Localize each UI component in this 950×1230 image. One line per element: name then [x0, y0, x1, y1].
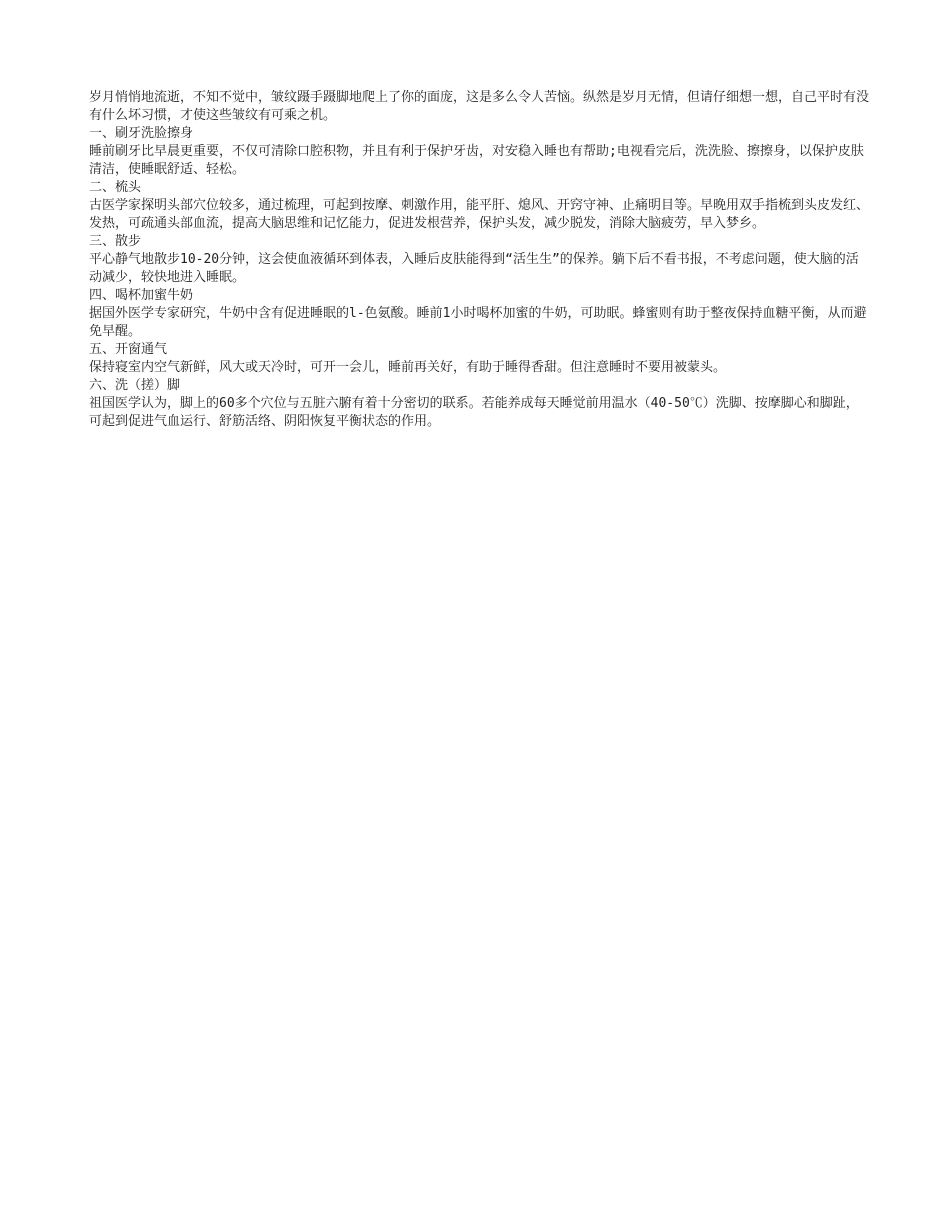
section-body-ventilation: 保持寝室内空气新鲜，风大或天冷时，可开一会儿，睡前再关好，有助于睡得香甜。但注意睡时不要用被蒙头。: [89, 360, 727, 375]
section-body-walking: 平心静气地散步10-20分钟，这会使血液循环到体表，入睡后皮肤能得到“活生生”的保养。躺下后不看书报，不考虑问题，使大脑的活动减少，较快地进入睡眠。: [89, 252, 859, 285]
section-body-foot-wash: 祖国医学认为，脚上的60多个穴位与五脏六腑有着十分密切的联系。若能养成每天睡觉前用温水（40-50℃）洗脚、按摩脚心和脚趾，可起到促进气血运行、舒筋活络、阴阳恢复平衡状态的作用。: [89, 396, 859, 429]
section-heading-brushing: 一、刷牙洗脸擦身: [89, 126, 194, 141]
section-body-milk: 据国外医学专家研究，牛奶中含有促进睡眠的l-色氨酸。睡前1小时喝杯加蜜的牛奶，可助眠。蜂蜜则有助于整夜保持血糖平衡，从而避免早醒。: [89, 306, 867, 339]
section-body-brushing: 睡前刷牙比早晨更重要，不仅可清除口腔积物，并且有利于保护牙齿，对安稳入睡也有帮助;电视看完后，洗洗脸、擦擦身，以保护皮肤清洁，使睡眠舒适、轻松。: [89, 144, 864, 177]
section-heading-combing: 二、梳头: [89, 180, 142, 195]
section-heading-milk: 四、喝杯加蜜牛奶: [89, 288, 194, 303]
section-heading-foot-wash: 六、洗（搓）脚: [89, 378, 181, 393]
section-heading-ventilation: 五、开窗通气: [89, 342, 168, 357]
section-body-combing: 古医学家探明头部穴位较多，通过梳理，可起到按摩、刺激作用，能平肝、熄风、开窍守神、止痛明目等。早晚用双手指梳到头皮发红、发热，可疏通头部血流，提高大脑思维和记忆能力，促进发根营养，保护头发，减少脱发，消除大脑疲劳，早入梦乡。: [89, 198, 870, 231]
document-body: [89, 89, 869, 431]
section-heading-walking: 三、散步: [89, 234, 142, 249]
intro-paragraph: 岁月悄悄地流逝，不知不觉中，皱纹蹑手蹑脚地爬上了你的面庞，这是多么令人苦恼。纵然是岁月无情，但请仔细想一想，自己平时有没有什么坏习惯，才使这些皱纹有可乘之机。: [89, 90, 870, 123]
